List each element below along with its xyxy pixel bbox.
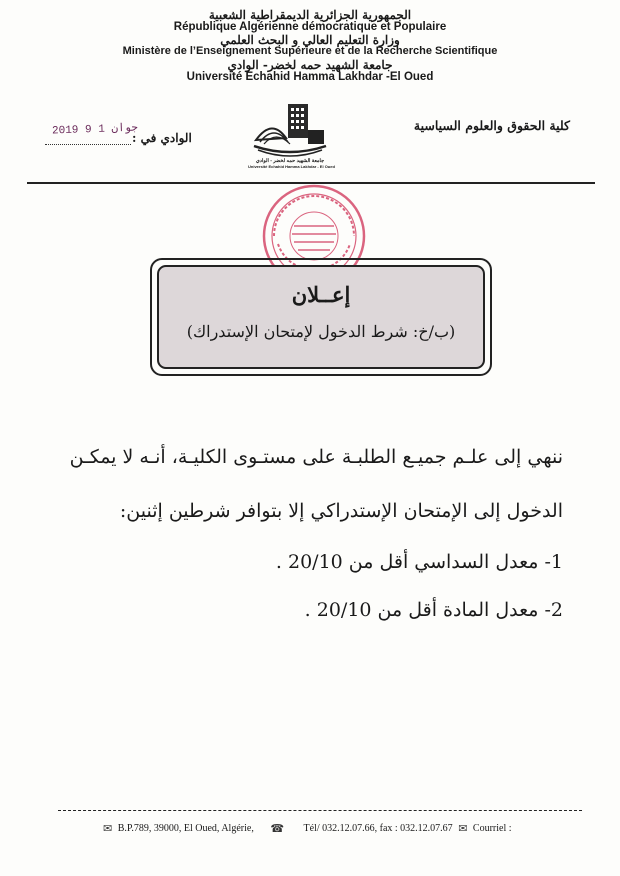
mail-icon: ✉: [103, 823, 113, 835]
condition-item-2: 2- معدل المادة أقل من 20/10 .: [304, 599, 563, 621]
header-university-ar: جامعة الشهيد حمه لخضر- الوادي: [227, 58, 393, 72]
header-ministry-fr: Ministère de l’Enseignement Supérieure et de la Recherche Scientifique: [122, 45, 498, 57]
header-ministry-ar: وزارة التعليم العالي و البحث العلمي: [220, 33, 400, 47]
announcement-box: [157, 265, 485, 369]
footer-address: B.P.789, 39000, El Oued, Algérie,: [117, 823, 254, 834]
phone-icon: ☎: [270, 823, 285, 835]
email-icon: ✉: [458, 823, 468, 835]
footer-phone: Tél/ 032.12.07.66, fax : 032.12.07.67: [303, 823, 453, 834]
faculty-name: كلية الحقوق والعلوم السياسية: [413, 118, 570, 133]
logo-caption: [248, 158, 335, 170]
condition-item-1: 1- معدل السداسي أقل من 20/10 .: [275, 551, 563, 573]
header-republic-ar: الجمهورية الجزائرية الديمقراطية الشعبية: [208, 8, 412, 22]
header-republic-fr: République Algérienne démocratique et Populaire: [173, 21, 447, 33]
footer-email-label: Courriel :: [472, 823, 512, 834]
announcement-subtitle: (ب/خ: شرط الدخول لإمتحان الإستدراك): [186, 322, 456, 341]
header-university-fr: Université Echahid Hamma Lakhdar -El Oued: [186, 71, 434, 83]
footer-contact: [100, 822, 600, 835]
footer-divider: [58, 810, 582, 811]
body-line-2: الدخول إلى الإمتحان الإستدراكي إلا بتوافر شرطين إثنين:: [119, 500, 563, 522]
body-line-1: ننهي إلى علـم جميـع الطلبـة على مستـوى الكليـة، أنـه لا يمكـن: [69, 446, 563, 468]
place-label: الوادي في :: [132, 131, 192, 145]
logo-caption-fr: Université Echahid Hamma Lakhdar - El Oued: [248, 164, 335, 169]
date-stamp: 2019 جوان 1 9: [51, 122, 139, 138]
logo-caption-ar: جامعة الشهيد حمه لخضر - الوادي: [255, 158, 325, 164]
announcement-title: إعــلان: [291, 282, 351, 307]
